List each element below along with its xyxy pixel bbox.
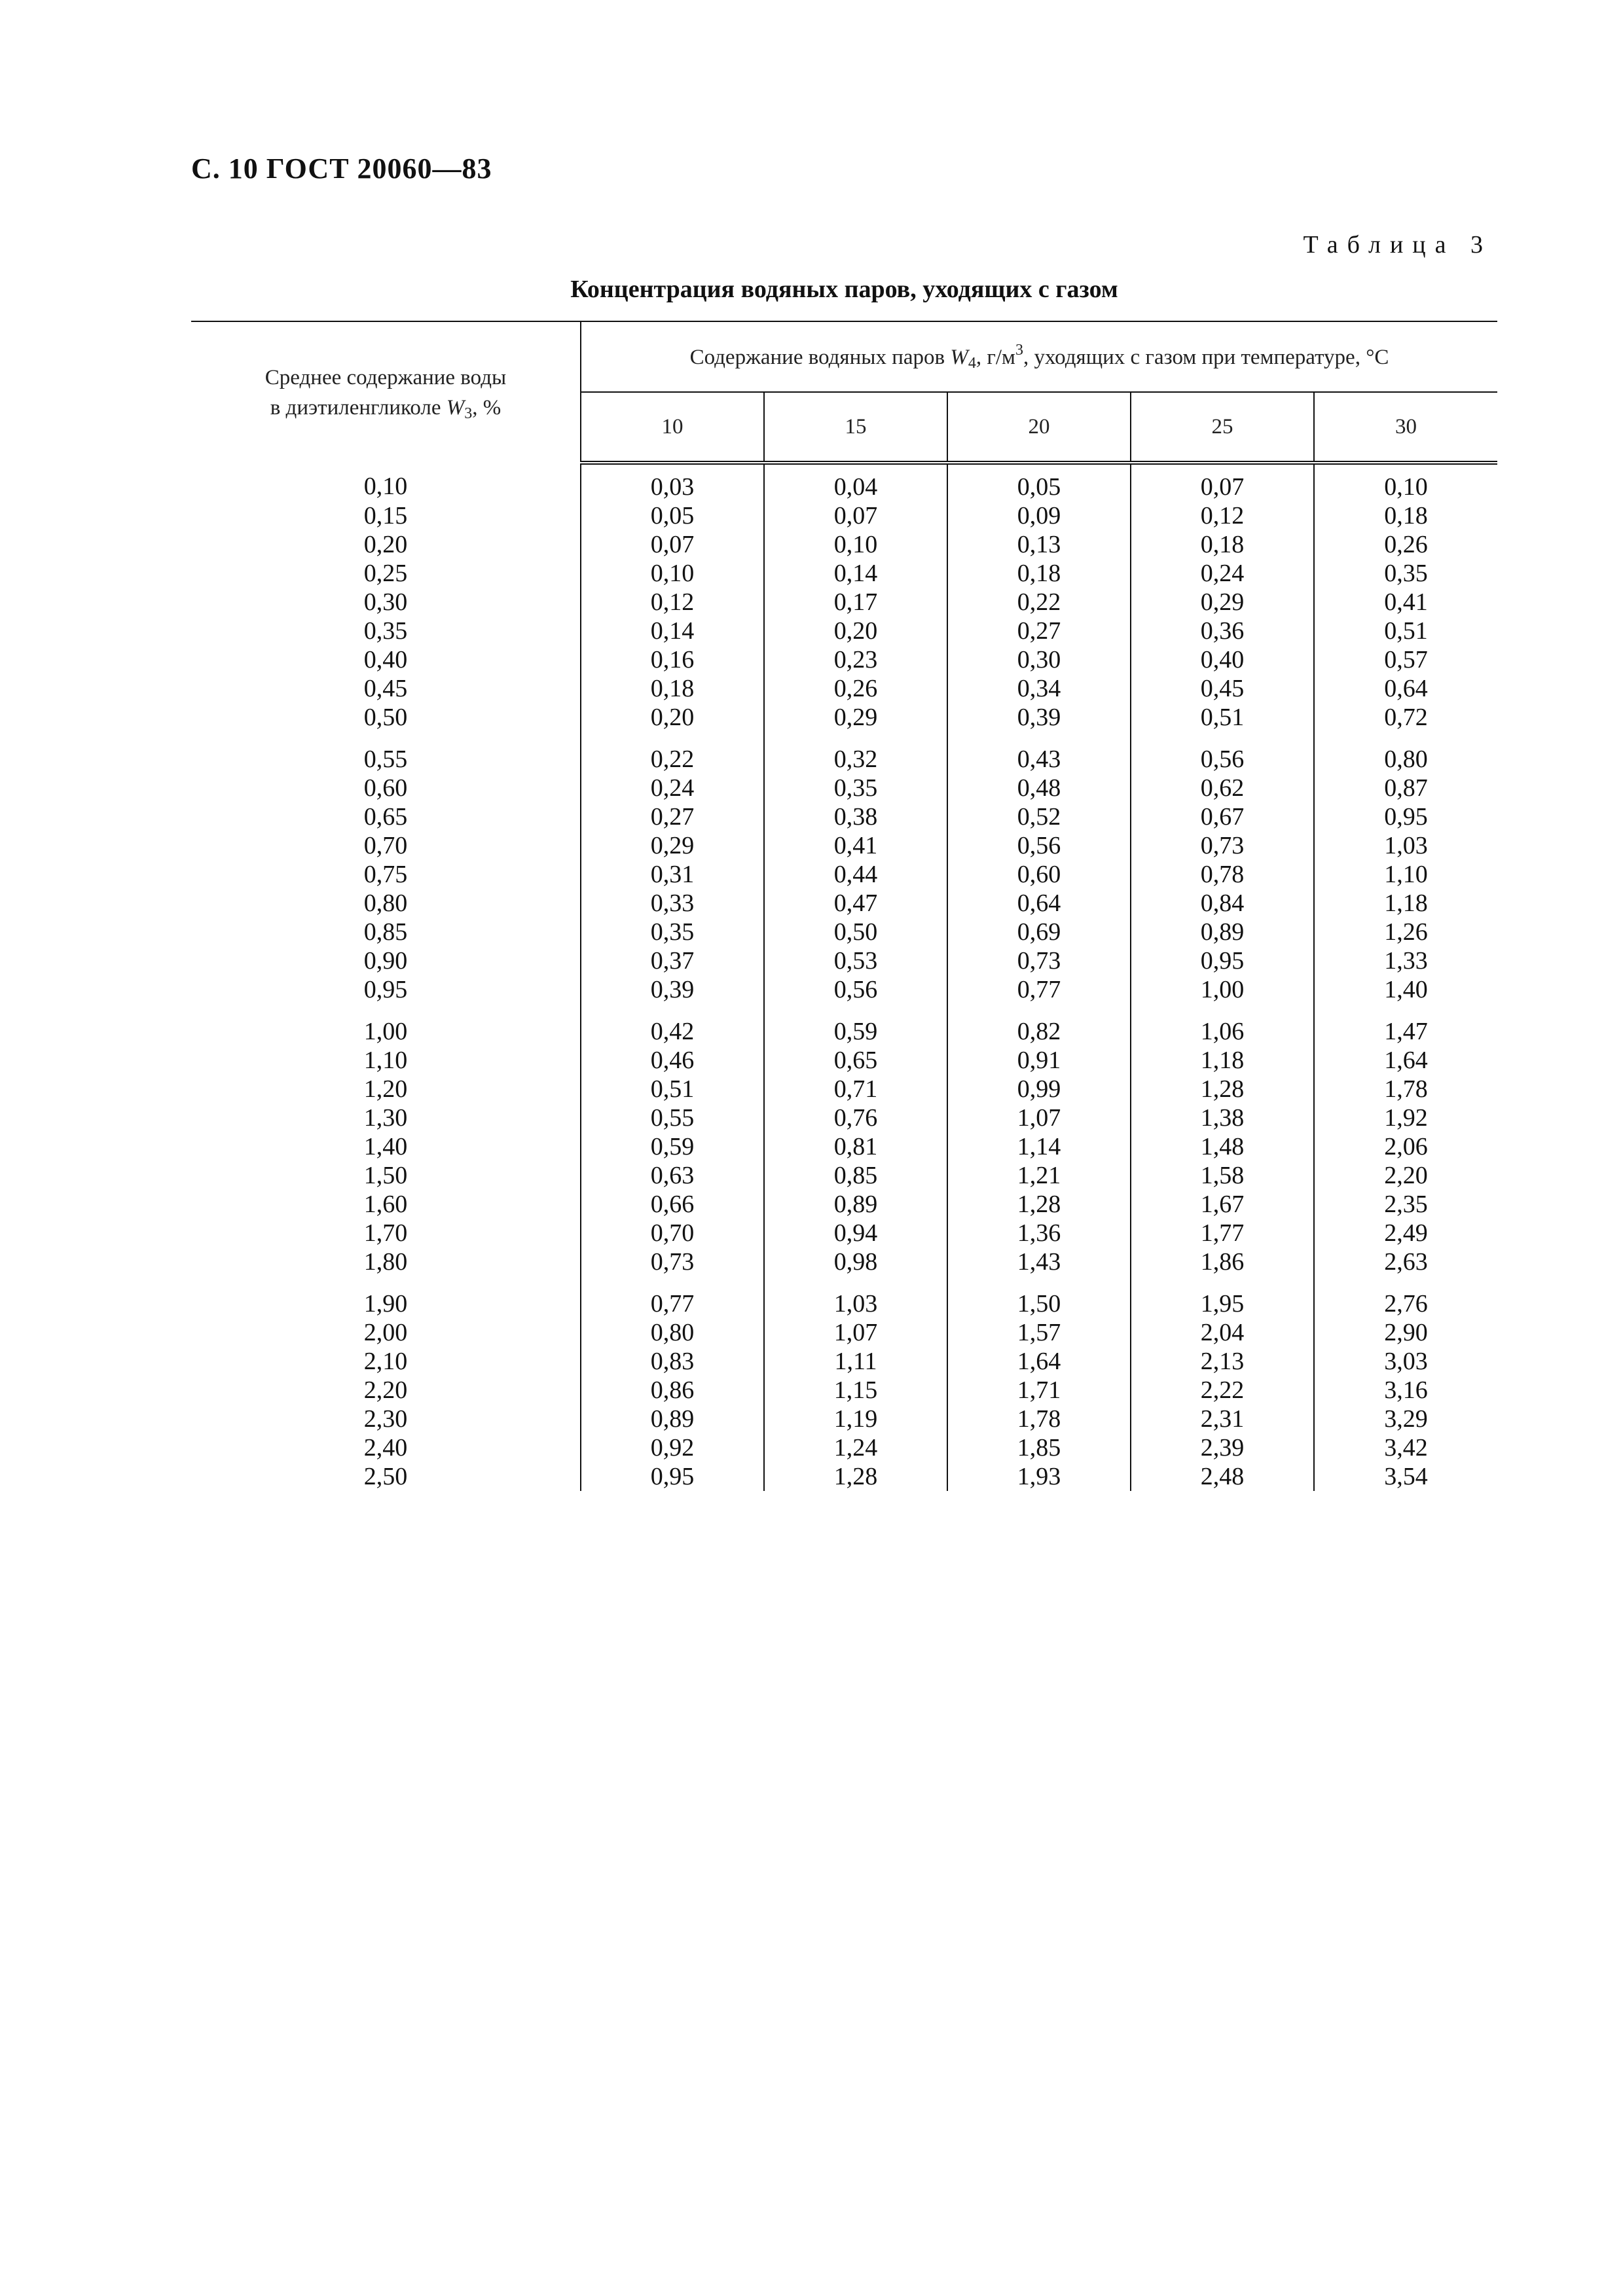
vapor-value-cell: 1,92 (1314, 1103, 1497, 1132)
vapor-value-cell: 0,13 (947, 530, 1131, 559)
vapor-value-cell: 0,72 (1314, 703, 1497, 732)
vapor-value-cell: 0,10 (1314, 463, 1497, 501)
water-content-cell: 0,10 (363, 472, 408, 500)
vapor-value-cell: 0,85 (764, 1161, 947, 1190)
vapor-value-cell: 2,63 (1314, 1247, 1497, 1276)
vapor-value-cell: 1,28 (1131, 1075, 1314, 1103)
vapor-value-cell: 1,43 (947, 1247, 1131, 1276)
water-content-cell: 0,30 (363, 588, 408, 616)
vapor-value-cell: 3,03 (1314, 1347, 1497, 1376)
vapor-value-cell: 0,64 (1314, 674, 1497, 703)
vapor-value-cell: 0,40 (1131, 645, 1314, 674)
vapor-value-cell: 0,12 (1131, 501, 1314, 530)
table-row (191, 918, 1497, 946)
vapor-value-cell: 0,60 (947, 860, 1131, 889)
water-content-cell: 0,40 (363, 646, 408, 673)
vapor-value-cell: 1,48 (1131, 1132, 1314, 1161)
vapor-value-cell: 0,95 (1131, 946, 1314, 975)
vapor-value-cell: 0,03 (581, 463, 764, 501)
vapor-value-cell: 1,18 (1131, 1046, 1314, 1075)
vapor-value-cell: 0,50 (764, 918, 947, 946)
vapor-value-cell: 0,29 (1131, 588, 1314, 617)
vapor-value-cell: 0,39 (947, 703, 1131, 732)
vapor-value-cell: 0,18 (1314, 501, 1497, 530)
vapor-value-cell: 1,28 (947, 1190, 1131, 1219)
vapor-value-cell: 0,33 (581, 889, 764, 918)
table-row (191, 1161, 1497, 1190)
vapor-value-cell: 1,95 (1131, 1276, 1314, 1318)
vapor-value-cell: 0,05 (581, 501, 764, 530)
vapor-value-cell: 0,98 (764, 1247, 947, 1276)
vapor-value-cell: 2,39 (1131, 1433, 1314, 1462)
water-content-cell: 1,70 (363, 1219, 408, 1247)
table-row (191, 1405, 1497, 1433)
table-row (191, 617, 1497, 645)
water-content-cell: 1,20 (363, 1075, 408, 1103)
vapor-value-cell: 0,05 (947, 463, 1131, 501)
first-header-subscript: 3 (464, 405, 473, 422)
water-content-cell: 2,40 (363, 1434, 408, 1462)
temperature-header: 15 (764, 392, 947, 463)
vapor-value-cell: 0,10 (764, 530, 947, 559)
temperature-header: 30 (1314, 392, 1497, 463)
vapor-value-cell: 0,91 (947, 1046, 1131, 1075)
vapor-value-cell: 0,17 (764, 588, 947, 617)
temperature-header: 20 (947, 392, 1131, 463)
vapor-value-cell: 0,27 (581, 802, 764, 831)
vapor-value-cell: 0,47 (764, 889, 947, 918)
table-body (191, 463, 1497, 1491)
table-row (191, 1132, 1497, 1161)
group-header-prefix: Содержание водяных паров (689, 345, 951, 369)
water-content-cell: 0,95 (363, 976, 408, 1003)
vapor-value-cell: 0,10 (581, 559, 764, 588)
vapor-value-cell: 1,50 (947, 1276, 1131, 1318)
vapor-value-cell: 0,20 (764, 617, 947, 645)
table-row (191, 501, 1497, 530)
vapor-value-cell: 0,26 (1314, 530, 1497, 559)
table-label: Таблица 3 (1303, 231, 1492, 259)
vapor-value-cell: 1,64 (947, 1347, 1131, 1376)
vapor-value-cell: 0,73 (581, 1247, 764, 1276)
vapor-value-cell: 1,28 (764, 1462, 947, 1491)
vapor-value-cell: 0,24 (581, 774, 764, 802)
vapor-value-cell: 1,18 (1314, 889, 1497, 918)
vapor-value-cell: 1,33 (1314, 946, 1497, 975)
vapor-value-cell: 0,35 (764, 774, 947, 802)
vapor-value-cell: 0,95 (581, 1462, 764, 1491)
vapor-value-cell: 1,47 (1314, 1004, 1497, 1046)
group-header-subscript: 4 (968, 354, 976, 372)
water-content-cell: 1,30 (363, 1104, 408, 1132)
first-header-line1: Среднее содержание воды (264, 366, 507, 389)
table-row (191, 1247, 1497, 1276)
vapor-value-cell: 0,51 (1314, 617, 1497, 645)
vapor-value-cell: 0,12 (581, 588, 764, 617)
table-row (191, 1219, 1497, 1247)
vapor-value-cell: 0,16 (581, 645, 764, 674)
vapor-value-cell: 1,07 (764, 1318, 947, 1347)
vapor-value-cell: 0,26 (764, 674, 947, 703)
water-content-cell: 2,20 (363, 1376, 408, 1404)
vapor-value-cell: 2,76 (1314, 1276, 1497, 1318)
water-content-cell: 0,45 (363, 675, 408, 702)
table-row (191, 732, 1497, 774)
vapor-value-cell: 1,77 (1131, 1219, 1314, 1247)
vapor-value-cell: 1,85 (947, 1433, 1131, 1462)
water-content-cell: 1,40 (363, 1133, 408, 1160)
vapor-value-cell: 0,39 (581, 975, 764, 1004)
water-content-cell: 1,50 (363, 1162, 408, 1189)
vapor-value-cell: 1,26 (1314, 918, 1497, 946)
water-content-cell: 1,10 (363, 1047, 408, 1074)
vapor-value-cell: 1,03 (1314, 831, 1497, 860)
table-row (191, 802, 1497, 831)
vapor-value-cell: 0,31 (581, 860, 764, 889)
vapor-value-cell: 0,53 (764, 946, 947, 975)
water-content-cell: 1,90 (363, 1290, 408, 1318)
vapor-value-cell: 1,19 (764, 1405, 947, 1433)
vapor-value-cell: 0,43 (947, 732, 1131, 774)
table-row (191, 1433, 1497, 1462)
group-header-variable: W (950, 345, 968, 369)
water-content-cell: 2,00 (363, 1319, 408, 1346)
vapor-value-cell: 0,51 (1131, 703, 1314, 732)
vapor-value-cell: 1,57 (947, 1318, 1131, 1347)
vapor-value-cell: 2,31 (1131, 1405, 1314, 1433)
vapor-value-cell: 3,29 (1314, 1405, 1497, 1433)
vapor-value-cell: 0,48 (947, 774, 1131, 802)
page-header: С. 10 ГОСТ 20060—83 (191, 152, 492, 185)
water-content-cell: 2,30 (363, 1405, 408, 1433)
table-row (191, 889, 1497, 918)
water-content-cell: 0,15 (363, 502, 408, 529)
vapor-value-cell: 1,36 (947, 1219, 1131, 1247)
vapor-value-cell: 0,20 (581, 703, 764, 732)
vapor-value-cell: 0,87 (1314, 774, 1497, 802)
vapor-value-cell: 0,80 (581, 1318, 764, 1347)
vapor-value-cell: 0,81 (764, 1132, 947, 1161)
vapor-value-cell: 2,49 (1314, 1219, 1497, 1247)
vapor-value-cell: 0,77 (947, 975, 1131, 1004)
vapor-value-cell: 3,42 (1314, 1433, 1497, 1462)
vapor-value-cell: 0,56 (947, 831, 1131, 860)
vapor-value-cell: 0,59 (581, 1132, 764, 1161)
group-header-superscript: 3 (1015, 341, 1023, 359)
water-content-cell: 0,50 (363, 704, 408, 731)
vapor-value-cell: 0,56 (764, 975, 947, 1004)
table-row (191, 588, 1497, 617)
vapor-value-cell: 0,34 (947, 674, 1131, 703)
table-row (191, 1347, 1497, 1376)
vapor-value-cell: 1,58 (1131, 1161, 1314, 1190)
table-row (191, 1004, 1497, 1046)
table-row (191, 946, 1497, 975)
vapor-value-cell: 0,30 (947, 645, 1131, 674)
vapor-value-cell: 0,29 (581, 831, 764, 860)
vapor-value-cell: 0,84 (1131, 889, 1314, 918)
temperature-group-header (581, 321, 1497, 392)
vapor-value-cell: 0,07 (764, 501, 947, 530)
vapor-value-cell: 0,89 (581, 1405, 764, 1433)
vapor-value-cell: 2,13 (1131, 1347, 1314, 1376)
vapor-value-cell: 0,89 (764, 1190, 947, 1219)
vapor-value-cell: 2,22 (1131, 1376, 1314, 1405)
vapor-value-cell: 1,06 (1131, 1004, 1314, 1046)
vapor-value-cell: 1,21 (947, 1161, 1131, 1190)
vapor-value-cell: 0,73 (947, 946, 1131, 975)
data-table-container (191, 321, 1497, 1491)
table-row (191, 860, 1497, 889)
vapor-value-cell: 0,76 (764, 1103, 947, 1132)
water-content-cell: 1,60 (363, 1191, 408, 1218)
vapor-value-cell: 0,07 (1131, 463, 1314, 501)
table-row (191, 703, 1497, 732)
water-content-cell: 0,35 (363, 617, 408, 645)
vapor-value-cell: 1,86 (1131, 1247, 1314, 1276)
vapor-value-cell: 0,78 (1131, 860, 1314, 889)
vapor-value-cell: 0,86 (581, 1376, 764, 1405)
vapor-value-cell: 0,59 (764, 1004, 947, 1046)
vapor-value-cell: 0,71 (764, 1075, 947, 1103)
vapor-value-cell: 0,41 (1314, 588, 1497, 617)
vapor-value-cell: 3,16 (1314, 1376, 1497, 1405)
table-row (191, 559, 1497, 588)
water-content-cell: 0,60 (363, 774, 408, 802)
vapor-value-cell: 0,09 (947, 501, 1131, 530)
data-table (191, 321, 1497, 1491)
vapor-value-cell: 0,66 (581, 1190, 764, 1219)
vapor-value-cell: 1,14 (947, 1132, 1131, 1161)
vapor-value-cell: 1,78 (947, 1405, 1131, 1433)
vapor-value-cell: 0,32 (764, 732, 947, 774)
vapor-value-cell: 1,71 (947, 1376, 1131, 1405)
water-content-cell: 2,10 (363, 1348, 408, 1375)
vapor-value-cell: 0,62 (1131, 774, 1314, 802)
vapor-value-cell: 3,54 (1314, 1462, 1497, 1491)
vapor-value-cell: 0,44 (764, 860, 947, 889)
vapor-value-cell: 0,29 (764, 703, 947, 732)
table-row (191, 1276, 1497, 1318)
vapor-value-cell: 0,41 (764, 831, 947, 860)
table-row (191, 645, 1497, 674)
vapor-value-cell: 0,77 (581, 1276, 764, 1318)
table-row (191, 774, 1497, 802)
vapor-value-cell: 0,67 (1131, 802, 1314, 831)
water-content-cell: 0,90 (363, 947, 408, 975)
first-header-line2: в диэтиленгликоле (270, 396, 447, 420)
vapor-value-cell: 0,70 (581, 1219, 764, 1247)
vapor-value-cell: 0,38 (764, 802, 947, 831)
vapor-value-cell: 0,37 (581, 946, 764, 975)
table-row (191, 1046, 1497, 1075)
water-content-cell: 1,00 (363, 1018, 408, 1045)
vapor-value-cell: 0,04 (764, 463, 947, 501)
vapor-value-cell: 1,67 (1131, 1190, 1314, 1219)
vapor-value-cell: 0,51 (581, 1075, 764, 1103)
vapor-value-cell: 0,45 (1131, 674, 1314, 703)
vapor-value-cell: 0,83 (581, 1347, 764, 1376)
vapor-value-cell: 0,64 (947, 889, 1131, 918)
vapor-value-cell: 2,06 (1314, 1132, 1497, 1161)
vapor-value-cell: 0,69 (947, 918, 1131, 946)
table-row (191, 1190, 1497, 1219)
vapor-value-cell: 1,03 (764, 1276, 947, 1318)
vapor-value-cell: 0,55 (581, 1103, 764, 1132)
vapor-value-cell: 0,80 (1314, 732, 1497, 774)
vapor-value-cell: 0,42 (581, 1004, 764, 1046)
vapor-value-cell: 1,64 (1314, 1046, 1497, 1075)
vapor-value-cell: 2,90 (1314, 1318, 1497, 1347)
water-content-cell: 0,80 (363, 889, 408, 917)
vapor-value-cell: 0,92 (581, 1433, 764, 1462)
vapor-value-cell: 0,27 (947, 617, 1131, 645)
vapor-value-cell: 1,38 (1131, 1103, 1314, 1132)
vapor-value-cell: 0,35 (1314, 559, 1497, 588)
vapor-value-cell: 1,07 (947, 1103, 1131, 1132)
table-row (191, 674, 1497, 703)
table-row (191, 1075, 1497, 1103)
group-header-suffix: , уходящих с газом при температуре, °С (1023, 345, 1389, 369)
vapor-value-cell: 1,15 (764, 1376, 947, 1405)
water-content-cell: 1,80 (363, 1248, 408, 1276)
table-row (191, 1318, 1497, 1347)
vapor-value-cell: 0,14 (581, 617, 764, 645)
vapor-value-cell: 0,82 (947, 1004, 1131, 1046)
vapor-value-cell: 0,89 (1131, 918, 1314, 946)
vapor-value-cell: 1,11 (764, 1347, 947, 1376)
table-row (191, 1462, 1497, 1491)
vapor-value-cell: 1,10 (1314, 860, 1497, 889)
table-row (191, 530, 1497, 559)
vapor-value-cell: 0,63 (581, 1161, 764, 1190)
temperature-header: 10 (581, 392, 764, 463)
vapor-value-cell: 1,00 (1131, 975, 1314, 1004)
vapor-value-cell: 0,23 (764, 645, 947, 674)
water-content-cell: 0,75 (363, 861, 408, 888)
table-row (191, 463, 1497, 501)
vapor-value-cell: 0,18 (1131, 530, 1314, 559)
vapor-value-cell: 0,99 (947, 1075, 1131, 1103)
vapor-value-cell: 0,95 (1314, 802, 1497, 831)
group-header-unit: , г/м (976, 345, 1015, 369)
vapor-value-cell: 0,24 (1131, 559, 1314, 588)
water-content-cell: 0,65 (363, 803, 408, 831)
vapor-value-cell: 0,35 (581, 918, 764, 946)
first-column-header (191, 321, 581, 463)
vapor-value-cell: 1,40 (1314, 975, 1497, 1004)
vapor-value-cell: 0,18 (947, 559, 1131, 588)
vapor-value-cell: 0,18 (581, 674, 764, 703)
table-row (191, 831, 1497, 860)
water-content-cell: 0,25 (363, 560, 408, 587)
water-content-cell: 0,20 (363, 531, 408, 558)
vapor-value-cell: 1,93 (947, 1462, 1131, 1491)
table-row (191, 1103, 1497, 1132)
vapor-value-cell: 0,65 (764, 1046, 947, 1075)
vapor-value-cell: 1,24 (764, 1433, 947, 1462)
vapor-value-cell: 0,07 (581, 530, 764, 559)
water-content-cell: 2,50 (363, 1463, 408, 1490)
vapor-value-cell: 2,48 (1131, 1462, 1314, 1491)
vapor-value-cell: 1,78 (1314, 1075, 1497, 1103)
vapor-value-cell: 0,22 (581, 732, 764, 774)
vapor-value-cell: 2,35 (1314, 1190, 1497, 1219)
vapor-value-cell: 0,57 (1314, 645, 1497, 674)
vapor-value-cell: 0,36 (1131, 617, 1314, 645)
first-header-suffix: , % (472, 396, 501, 420)
vapor-value-cell: 0,52 (947, 802, 1131, 831)
first-header-variable: W (446, 396, 465, 420)
vapor-value-cell: 2,04 (1131, 1318, 1314, 1347)
vapor-value-cell: 0,56 (1131, 732, 1314, 774)
table-title: Концентрация водяных паров, уходящих с газом (570, 276, 1118, 303)
water-content-cell: 0,70 (363, 832, 408, 859)
table-row (191, 1376, 1497, 1405)
water-content-cell: 0,85 (363, 918, 408, 946)
table-row (191, 975, 1497, 1004)
temperature-header: 25 (1131, 392, 1314, 463)
vapor-value-cell: 0,73 (1131, 831, 1314, 860)
vapor-value-cell: 0,94 (764, 1219, 947, 1247)
vapor-value-cell: 0,14 (764, 559, 947, 588)
water-content-cell: 0,55 (363, 745, 408, 773)
vapor-value-cell: 0,46 (581, 1046, 764, 1075)
vapor-value-cell: 2,20 (1314, 1161, 1497, 1190)
vapor-value-cell: 0,22 (947, 588, 1131, 617)
